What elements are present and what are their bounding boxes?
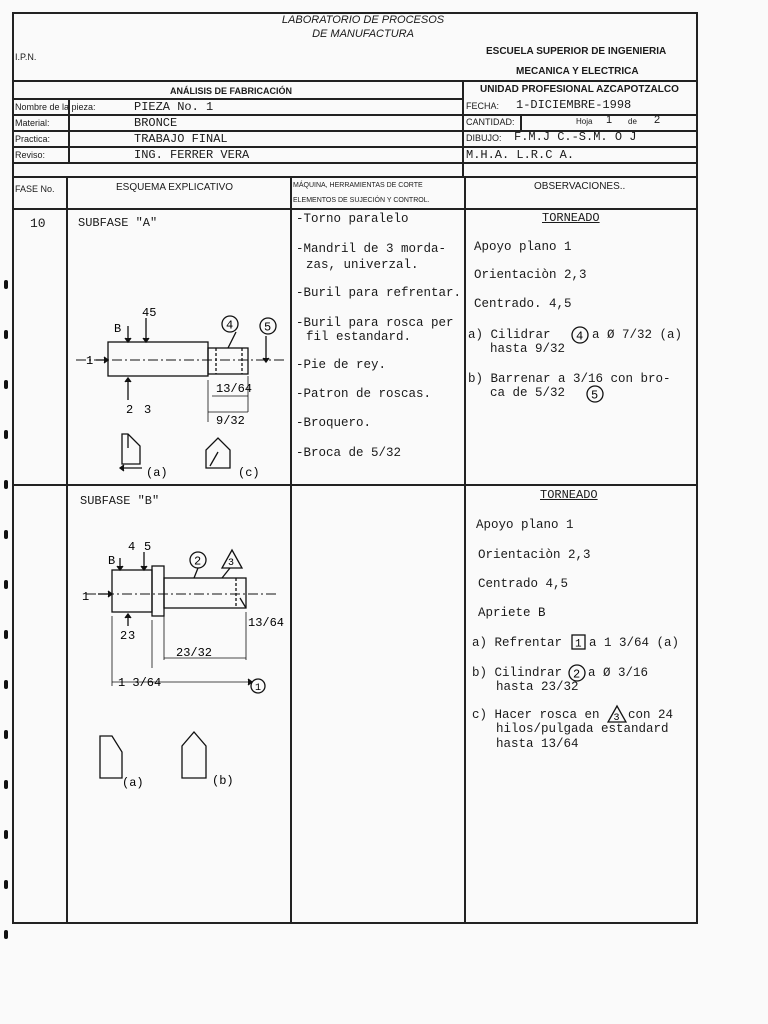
svg-text:13/64: 13/64 (216, 382, 253, 396)
tool-item: -Mandril de 3 morda- (296, 242, 447, 256)
phase-column-header: FASE No. (15, 184, 55, 194)
observation-item: hasta 9/32 (490, 342, 566, 356)
review-value: ING. FERRER VERA (134, 148, 250, 162)
observation-item: hasta 23/32 (496, 680, 579, 694)
sheet-of-label: de (628, 117, 637, 126)
tool-item: -Pie de rey. (296, 358, 387, 372)
sketch-subphase-a (66, 300, 290, 484)
phase-number: 10 (30, 216, 46, 231)
piece-label: Nombre de la pieza: (15, 102, 96, 112)
svg-text:B: B (114, 322, 122, 336)
svg-text:23/32: 23/32 (176, 646, 213, 660)
svg-text:4: 4 (128, 540, 136, 554)
observation-item: a 1 3/64 (a) (589, 636, 680, 650)
svg-text:3: 3 (613, 713, 620, 724)
school-name-line1: ESCUELA SUPERIOR DE INGENIERIA (486, 46, 667, 57)
drawing-value-2: M.H.A. L.R.C A. (466, 148, 575, 162)
observations-column-header: OBSERVACIONES.. (534, 181, 626, 192)
svg-text:3: 3 (144, 403, 152, 417)
sheet-total: 2 (654, 114, 661, 126)
subphase-a-title: SUBFASE "A" (78, 216, 158, 230)
observation-item: b) Barrenar a 3/16 con bro- (468, 372, 671, 386)
tool-item: -Torno paralelo (296, 212, 409, 226)
svg-text:(a): (a) (122, 776, 144, 790)
sketch-subphase-b (66, 530, 296, 790)
svg-text:1 3/64: 1 3/64 (118, 676, 162, 690)
svg-text:2: 2 (120, 629, 128, 643)
svg-text:5: 5 (591, 388, 599, 403)
scheme-column-header: ESQUEMA EXPLICATIVO (116, 182, 234, 193)
observation-item: ca de 5/32 (490, 386, 566, 400)
quantity-label: CANTIDAD: (466, 117, 515, 127)
tools-column-header-line1: MÁQUINA, HERRAMIENTAS DE CORTE (293, 182, 423, 189)
ipn-label: I.P.N. (15, 52, 37, 62)
observation-item: Orientaciòn 2,3 (478, 548, 591, 562)
svg-text:2: 2 (573, 667, 581, 682)
practice-value: TRABAJO FINAL (134, 132, 228, 146)
tool-item: -Broca de 5/32 (296, 446, 402, 460)
material-value: BRONCE (134, 116, 178, 130)
svg-text:2: 2 (126, 403, 134, 417)
triangle-3-icon (607, 704, 627, 724)
sheet-number: 1 (606, 114, 613, 126)
tool-item: -Patron de roscas. (296, 387, 432, 401)
observation-item: Apriete B (478, 606, 546, 620)
svg-text:1: 1 (86, 354, 94, 368)
observation-item: Centrado. 4,5 (474, 297, 572, 311)
observation-item: Centrado 4,5 (478, 577, 569, 591)
observation-item: Orientaciòn 2,3 (474, 268, 587, 282)
svg-text:3: 3 (128, 629, 136, 643)
svg-text:B: B (108, 554, 116, 568)
observation-item: a) Refrentar (472, 636, 563, 650)
svg-text:5: 5 (144, 540, 152, 554)
svg-text:(c): (c) (238, 466, 260, 480)
svg-text:(b): (b) (212, 774, 234, 788)
svg-text:13/64: 13/64 (248, 616, 285, 630)
material-label: Material: (15, 118, 50, 128)
observation-item: a) Cilidrar (468, 328, 551, 342)
svg-text:3: 3 (228, 558, 235, 569)
tool-item: -Broquero. (296, 416, 372, 430)
drawing-label: DIBUJO: (466, 133, 502, 143)
school-name-line2: MECANICA Y ELECTRICA (516, 66, 639, 77)
lab-title-line2: DE MANUFACTURA (312, 28, 414, 40)
analysis-title: ANÁLISIS DE FABRICACIÓN (170, 86, 293, 96)
tool-item: -Buril para refrentar. (296, 286, 462, 300)
tool-item: zas, univerzal. (306, 258, 419, 272)
svg-text:1: 1 (255, 683, 262, 694)
circled-5-icon (586, 385, 604, 403)
svg-text:(a): (a) (146, 466, 168, 480)
tool-item: fil estandard. (306, 330, 412, 344)
practice-label: Practica: (15, 134, 51, 144)
observation-item: c) Hacer rosca en (472, 708, 600, 722)
svg-text:9/32: 9/32 (216, 414, 245, 428)
date-value: 1-DICIEMBRE-1998 (516, 98, 632, 112)
svg-text:2: 2 (194, 554, 202, 569)
date-label: FECHA: (466, 101, 500, 111)
observation-item: a Ø 3/16 (588, 666, 649, 680)
operation-title-b: TORNEADO (540, 488, 598, 502)
tools-column-header-line2: ELEMENTOS DE SUJECIÓN Y CONTROL. (293, 197, 430, 204)
observation-item: hilos/pulgada estandard (496, 722, 669, 736)
svg-text:45: 45 (142, 306, 157, 320)
piece-value: PIEZA No. 1 (134, 100, 214, 114)
observation-item: hasta 13/64 (496, 737, 579, 751)
observation-item: Apoyo plano 1 (476, 518, 574, 532)
circled-4-icon (571, 326, 589, 344)
sheet-label: Hoja (576, 117, 593, 126)
observation-item: Apoyo plano 1 (474, 240, 572, 254)
tool-item: -Buril para rosca per (296, 316, 454, 330)
drawing-value-1: F.M.J C.-S.M. O J (514, 130, 637, 144)
svg-text:4: 4 (576, 329, 584, 344)
lab-title-line1: LABORATORIO DE PROCESOS (281, 14, 445, 26)
subphase-b-title: SUBFASE "B" (80, 494, 160, 508)
observation-item: b) Cilindrar (472, 666, 563, 680)
review-label: Reviso: (15, 150, 46, 160)
observation-item: a Ø 7/32 (a) (592, 328, 683, 342)
boxed-1-icon (571, 634, 587, 651)
observation-item: con 24 (628, 708, 674, 722)
unit-name: UNIDAD PROFESIONAL AZCAPOTZALCO (480, 84, 679, 95)
svg-text:4: 4 (226, 318, 234, 333)
operation-title-a: TORNEADO (542, 211, 600, 225)
svg-text:1: 1 (575, 638, 582, 651)
svg-text:5: 5 (264, 320, 272, 335)
svg-text:1: 1 (82, 590, 90, 604)
